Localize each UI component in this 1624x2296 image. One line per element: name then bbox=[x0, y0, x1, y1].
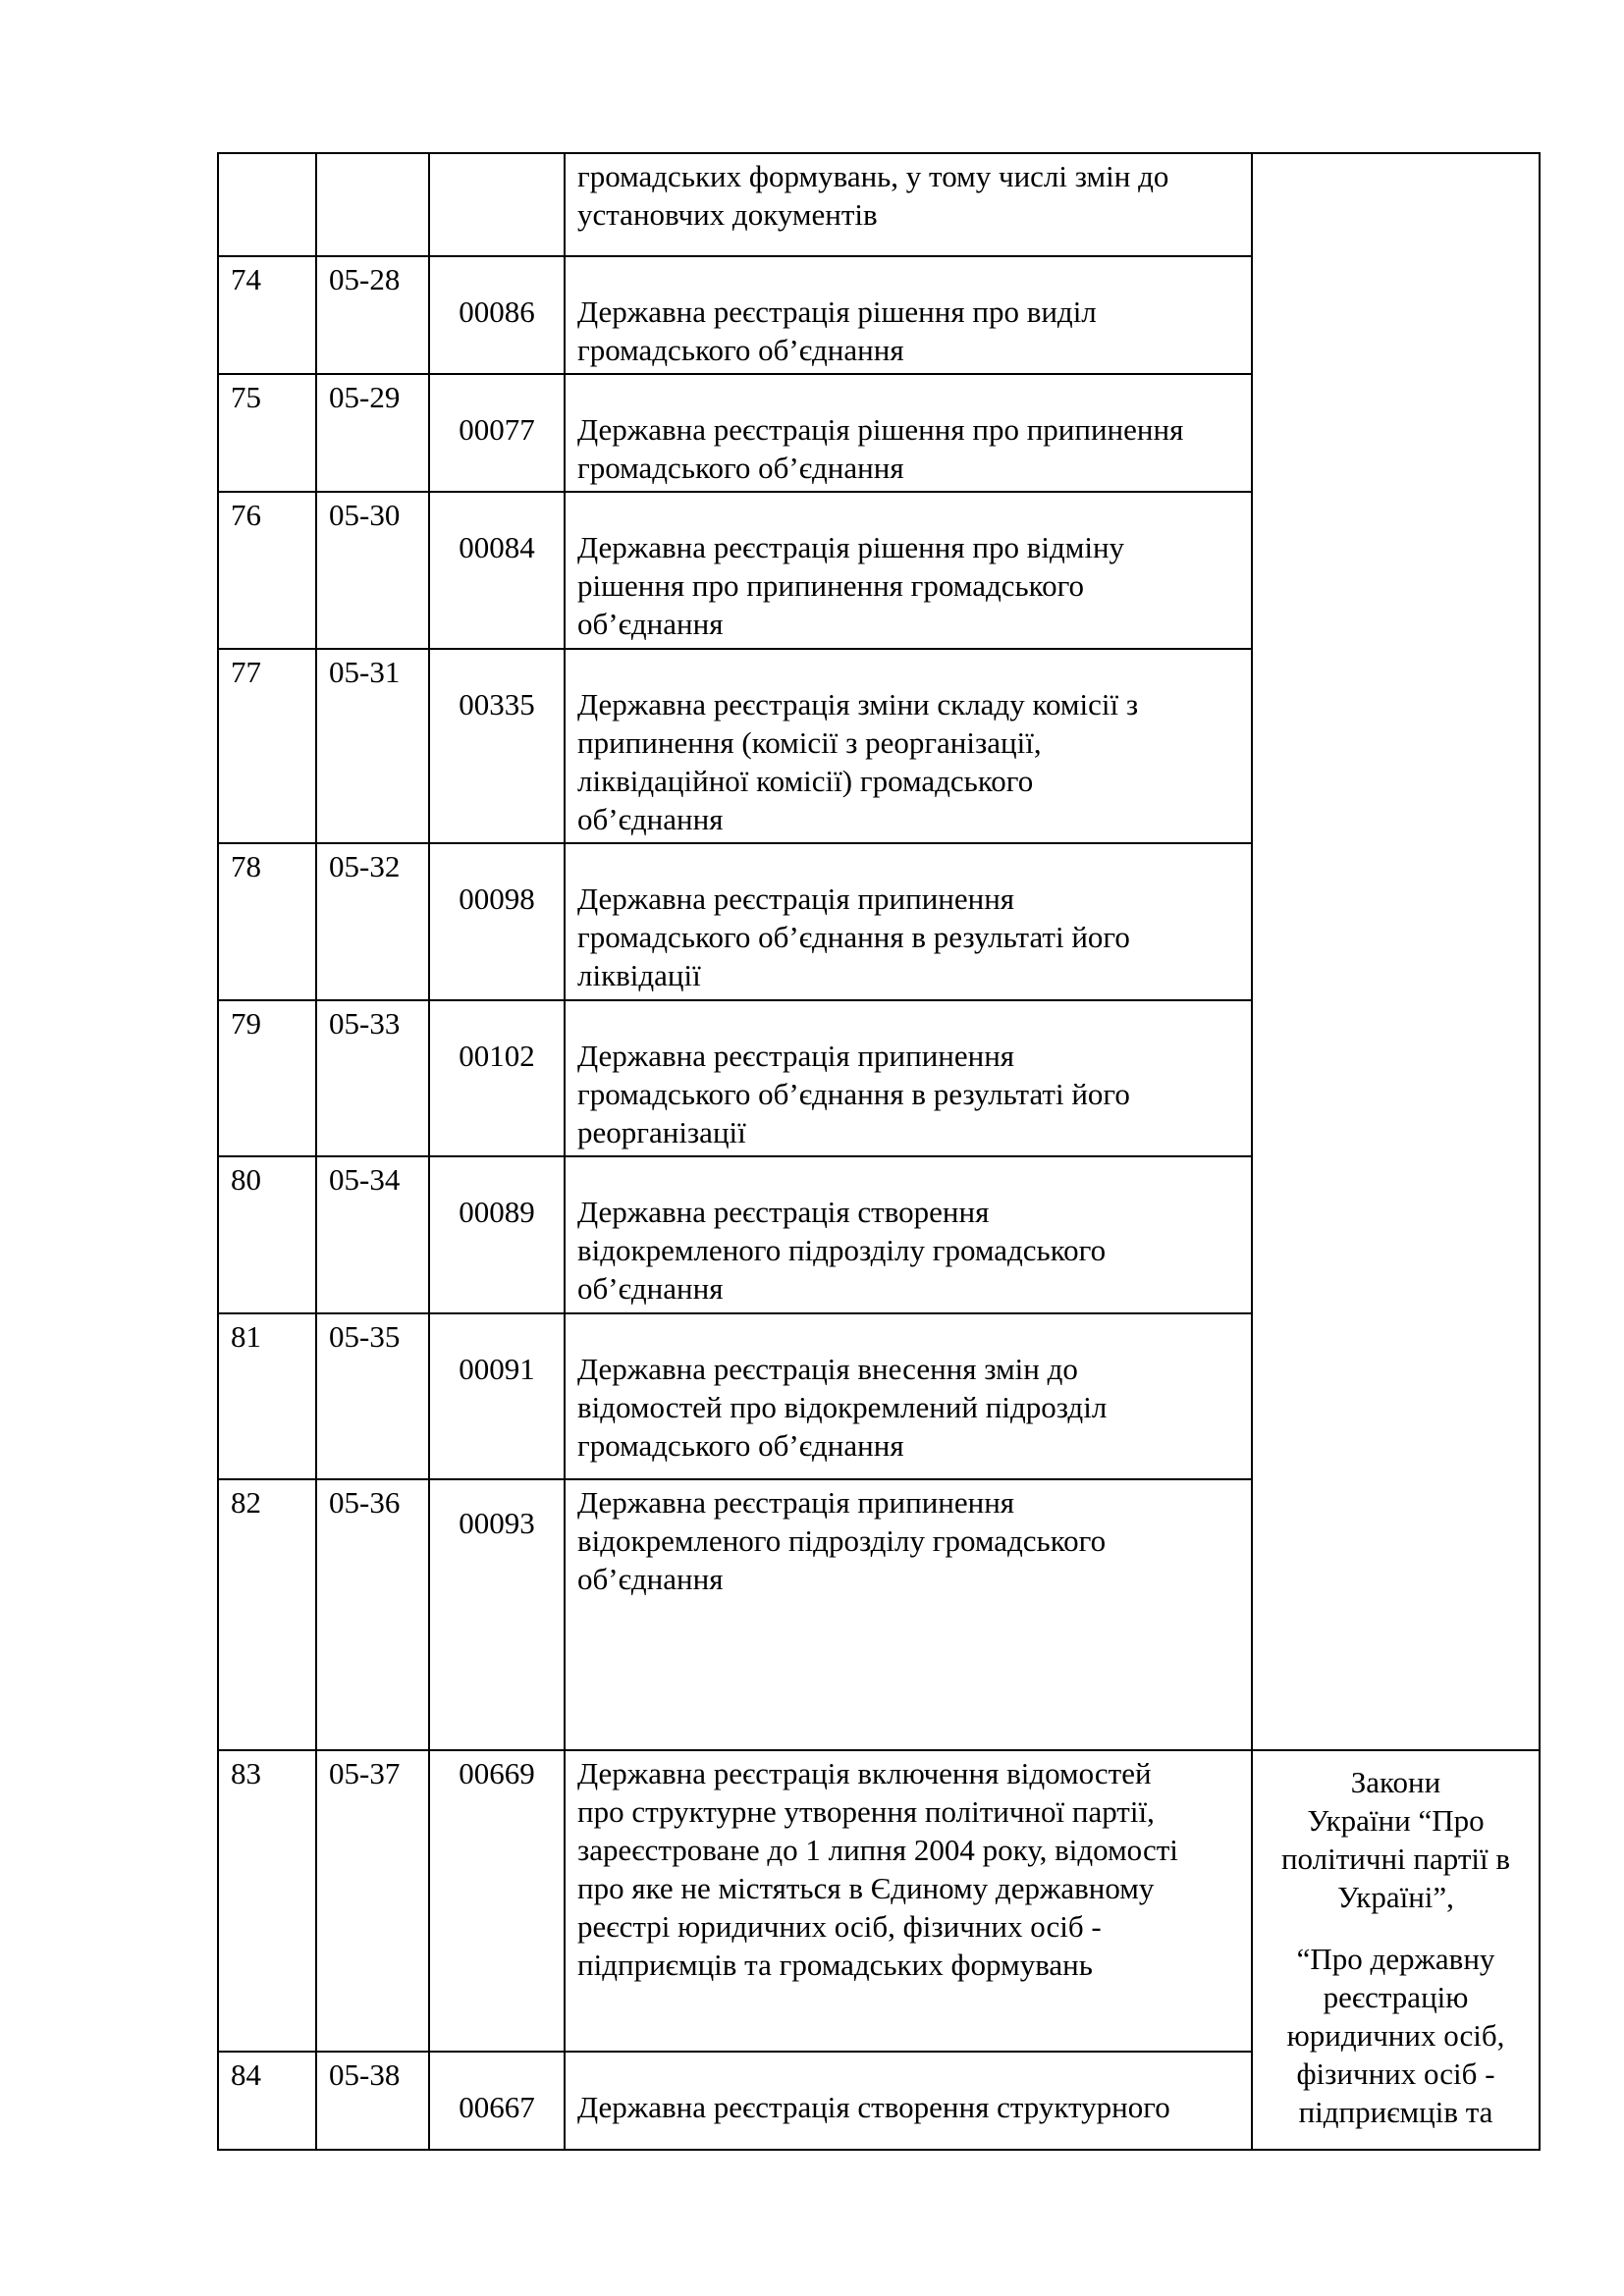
service-id-cell: 00091 bbox=[429, 1313, 565, 1479]
description-line: об’єднання bbox=[577, 802, 724, 836]
service-description-cell bbox=[565, 843, 1252, 1000]
service-description-cell bbox=[565, 374, 1252, 492]
service-description-cell bbox=[565, 1479, 1252, 1750]
description-line: Державна реєстрація припинення bbox=[577, 1485, 1015, 1520]
description-line: Державна реєстрація припинення bbox=[577, 1039, 1015, 1073]
service-code-cell: 05-38 bbox=[316, 2052, 429, 2150]
legal-basis-line: “Про державну bbox=[1296, 1942, 1495, 1976]
legal-basis-line: юридичних осіб, bbox=[1286, 2018, 1505, 2053]
legal-basis-line: Закони bbox=[1350, 1765, 1441, 1799]
service-code-cell: 05-28 bbox=[316, 256, 429, 374]
description-line: Державна реєстрація рішення про виділ bbox=[577, 294, 1097, 329]
row-number-cell: 75 bbox=[218, 374, 316, 492]
row-number-cell: 83 bbox=[218, 1750, 316, 2052]
service-code-cell: 05-30 bbox=[316, 492, 429, 649]
service-description-cell bbox=[565, 1750, 1252, 2052]
row-number-cell: 79 bbox=[218, 1000, 316, 1156]
description-line: реєстрі юридичних осіб, фізичних осіб - bbox=[577, 1909, 1102, 1944]
description-line: установчих документів bbox=[577, 197, 878, 232]
description-line: Державна реєстрація створення структурного bbox=[577, 2090, 1170, 2124]
row-number-cell: 74 bbox=[218, 256, 316, 374]
description-line: громадського об’єднання bbox=[577, 333, 904, 367]
legal-basis-cell bbox=[1252, 1750, 1540, 2150]
legal-basis-cell-empty bbox=[1252, 153, 1540, 1750]
service-description-cell bbox=[565, 649, 1252, 843]
service-description-cell bbox=[565, 2052, 1252, 2150]
description-line: реорганізації bbox=[577, 1115, 746, 1149]
row-number-cell: 82 bbox=[218, 1479, 316, 1750]
service-code-cell: 05-29 bbox=[316, 374, 429, 492]
service-id-cell: 00093 bbox=[429, 1479, 565, 1750]
description-line: ліквідації bbox=[577, 958, 701, 992]
service-description-cell bbox=[565, 1156, 1252, 1313]
legal-basis-line: реєстрацію bbox=[1323, 1980, 1469, 2014]
legal-basis-line: політичні партії в bbox=[1280, 1842, 1511, 1876]
row-number-cell bbox=[218, 153, 316, 256]
description-line: об’єднання bbox=[577, 607, 724, 641]
service-id-cell: 00667 bbox=[429, 2052, 565, 2150]
service-code-cell: 05-33 bbox=[316, 1000, 429, 1156]
service-code-cell: 05-34 bbox=[316, 1156, 429, 1313]
description-line: припинення (комісії з реорганізації, bbox=[577, 725, 1042, 760]
service-id-cell: 00089 bbox=[429, 1156, 565, 1313]
paragraph-gap bbox=[1259, 1916, 1533, 1940]
service-code-cell bbox=[316, 153, 429, 256]
description-line: об’єднання bbox=[577, 1562, 724, 1596]
service-id-cell: 00335 bbox=[429, 649, 565, 843]
service-description-cell bbox=[565, 256, 1252, 374]
service-id-cell: 00098 bbox=[429, 843, 565, 1000]
description-line: Державна реєстрація створення bbox=[577, 1195, 990, 1229]
row-number-cell: 78 bbox=[218, 843, 316, 1000]
description-line: Державна реєстрація рішення про відміну bbox=[577, 530, 1125, 564]
service-code-cell: 05-36 bbox=[316, 1479, 429, 1750]
table-row bbox=[218, 1750, 1540, 2052]
row-number-cell: 84 bbox=[218, 2052, 316, 2150]
service-code-cell: 05-32 bbox=[316, 843, 429, 1000]
service-description-cell bbox=[565, 1313, 1252, 1479]
description-line: громадського об’єднання в результаті його bbox=[577, 1077, 1130, 1111]
row-number-cell: 77 bbox=[218, 649, 316, 843]
legal-basis-line: підприємців та bbox=[1298, 2095, 1493, 2129]
service-id-cell: 00669 bbox=[429, 1750, 565, 2052]
description-line: зареєстроване до 1 липня 2004 року, відомості bbox=[577, 1833, 1178, 1867]
description-line: Державна реєстрація внесення змін до bbox=[577, 1352, 1078, 1386]
row-number-cell: 81 bbox=[218, 1313, 316, 1479]
service-id-cell: 00077 bbox=[429, 374, 565, 492]
description-line: відокремленого підрозділу громадського bbox=[577, 1523, 1107, 1558]
row-number-cell: 76 bbox=[218, 492, 316, 649]
description-line: Державна реєстрація включення відомостей bbox=[577, 1756, 1152, 1790]
service-code-cell: 05-35 bbox=[316, 1313, 429, 1479]
description-line: відокремленого підрозділу громадського bbox=[577, 1233, 1107, 1267]
legal-basis-line: Україні”, bbox=[1337, 1880, 1454, 1914]
service-code-cell: 05-37 bbox=[316, 1750, 429, 2052]
description-line: рішення про припинення громадського bbox=[577, 568, 1085, 603]
service-id-cell: 00102 bbox=[429, 1000, 565, 1156]
service-code-cell: 05-31 bbox=[316, 649, 429, 843]
description-line: Державна реєстрація рішення про припинення bbox=[577, 412, 1184, 447]
description-line: громадського об’єднання в результаті його bbox=[577, 920, 1130, 954]
description-line: підприємців та громадських формувань bbox=[577, 1948, 1093, 1982]
description-line: громадських формувань, у тому числі змін до bbox=[577, 159, 1169, 193]
description-line: громадського об’єднання bbox=[577, 451, 904, 485]
description-line: об’єднання bbox=[577, 1271, 724, 1306]
registration-services-table bbox=[217, 152, 1541, 2151]
description-line: Державна реєстрація зміни складу комісії з bbox=[577, 687, 1139, 721]
description-line: ліквідаційної комісії) громадського bbox=[577, 764, 1034, 798]
service-id-cell: 00086 bbox=[429, 256, 565, 374]
legal-basis-line: фізичних осіб - bbox=[1296, 2056, 1495, 2091]
description-line: про яке не містяться в Єдиному державному bbox=[577, 1871, 1155, 1905]
description-line: про структурне утворення політичної партії, bbox=[577, 1794, 1155, 1829]
description-line: Державна реєстрація припинення bbox=[577, 881, 1015, 916]
description-line: громадського об’єднання bbox=[577, 1428, 904, 1463]
service-description-cell bbox=[565, 1000, 1252, 1156]
service-description-cell bbox=[565, 492, 1252, 649]
service-description-cell bbox=[565, 153, 1252, 256]
service-id-cell bbox=[429, 153, 565, 256]
row-number-cell: 80 bbox=[218, 1156, 316, 1313]
description-line: відомостей про відокремлений підрозділ bbox=[577, 1390, 1108, 1424]
table-row bbox=[218, 153, 1540, 256]
legal-basis-line: України “Про bbox=[1307, 1803, 1485, 1838]
service-id-cell: 00084 bbox=[429, 492, 565, 649]
